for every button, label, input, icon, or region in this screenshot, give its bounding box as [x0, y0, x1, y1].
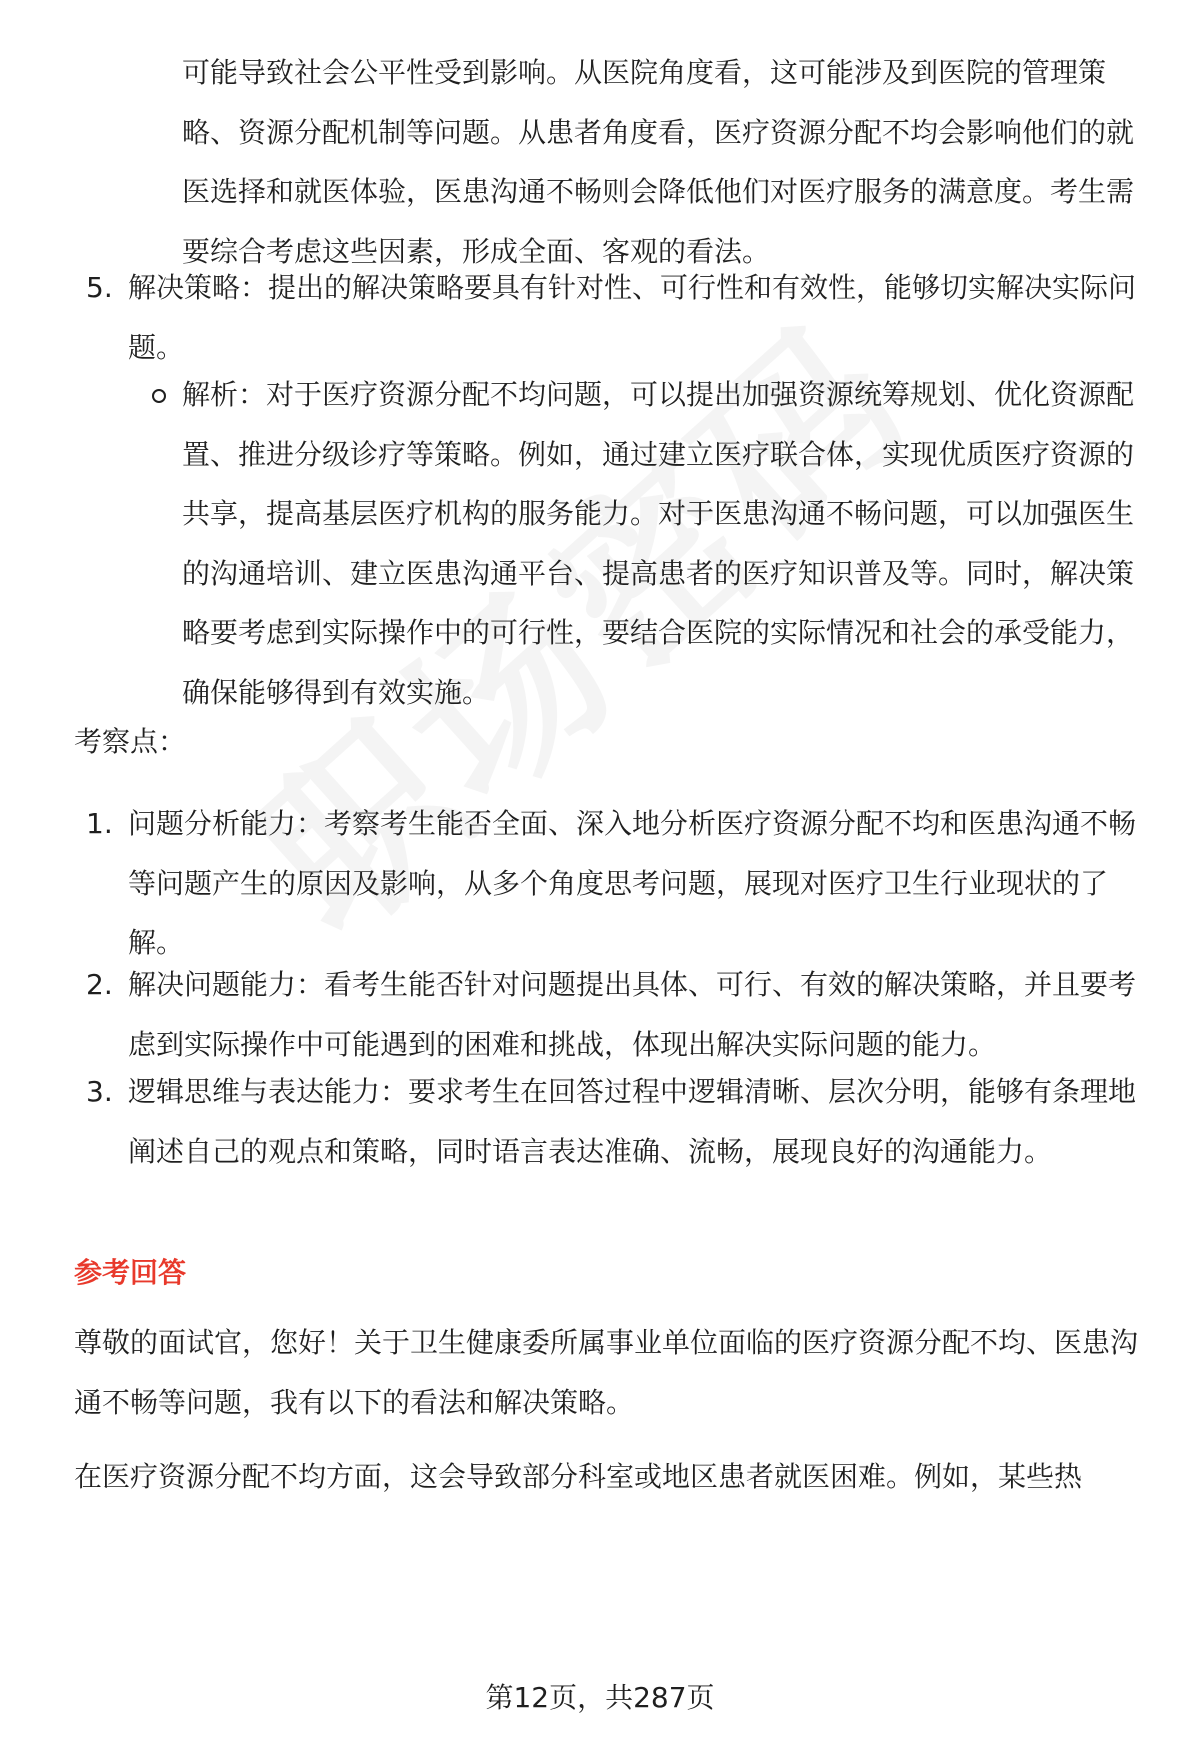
list-number: 1. — [86, 807, 113, 840]
list-number: 3. — [86, 1075, 113, 1108]
reference-answer-heading: 参考回答 — [74, 1256, 187, 1289]
list-item-text: 逻辑思维与表达能力：要求考生在回答过程中逻辑清晰、层次分明，能够有条理地阐述自己的观点和策略，同时语言表达准确、流畅，展现良好的沟通能力。 — [128, 1075, 1137, 1168]
reference-paragraph-1: 尊敬的面试官，您好！关于卫生健康委所属事业单位面临的医疗资源分配不均、医患沟通不畅等问题，我有以下的看法和解决策略。 — [74, 1326, 1139, 1419]
sub-item-analysis: 解析：对于医疗资源分配不均问题，可以提出加强资源统筹规划、优化资源配置、推进分级诊疗等策略。例如，通过建立医疗联合体，实现优质医疗资源的共享，提高基层医疗机构的服务能力。对于医患沟通不畅问题，可以加强医生的沟通培训、建立医患沟通平台、提高患者的医疗知识普及等。同时，解决策略要考虑到实际操作中的可行性，要结合医院的实际情况和社会的承受能力，确保能够得到有效实施。 — [182, 378, 1135, 709]
list-number: 2. — [86, 968, 113, 1001]
list-item-text: 解决问题能力：看考生能否针对问题提出具体、可行、有效的解决策略，并且要考虑到实际操作中可能遇到的困难和挑战，体现出解决实际问题的能力。 — [128, 968, 1137, 1061]
continuation-paragraph: 可能导致社会公平性受到影响。从医院角度看，这可能涉及到医院的管理策略、资源分配机制等问题。从患者角度看，医疗资源分配不均会影响他们的就医选择和就医体验，医患沟通不畅则会降低他们对医疗服务的满意度。考生需要综合考虑这些因素，形成全面、客观的看法。 — [182, 56, 1135, 268]
page-footer: 第12页，共287页 — [485, 1681, 715, 1714]
reference-paragraph-2: 在医疗资源分配不均方面，这会导致部分科室或地区患者就医困难。例如，某些热 — [74, 1460, 1083, 1493]
exam-points-label: 考察点： — [74, 725, 187, 758]
list-number: 5. — [86, 271, 113, 304]
list-item-text: 解决策略：提出的解决策略要具有针对性、可行性和有效性，能够切实解决实际问题。 — [128, 271, 1137, 364]
circle-bullet-icon — [152, 389, 166, 403]
list-item-text: 问题分析能力：考察考生能否全面、深入地分析医疗资源分配不均和医患沟通不畅等问题产生的原因及影响，从多个角度思考问题，展现对医疗卫生行业现状的了解。 — [128, 807, 1137, 959]
